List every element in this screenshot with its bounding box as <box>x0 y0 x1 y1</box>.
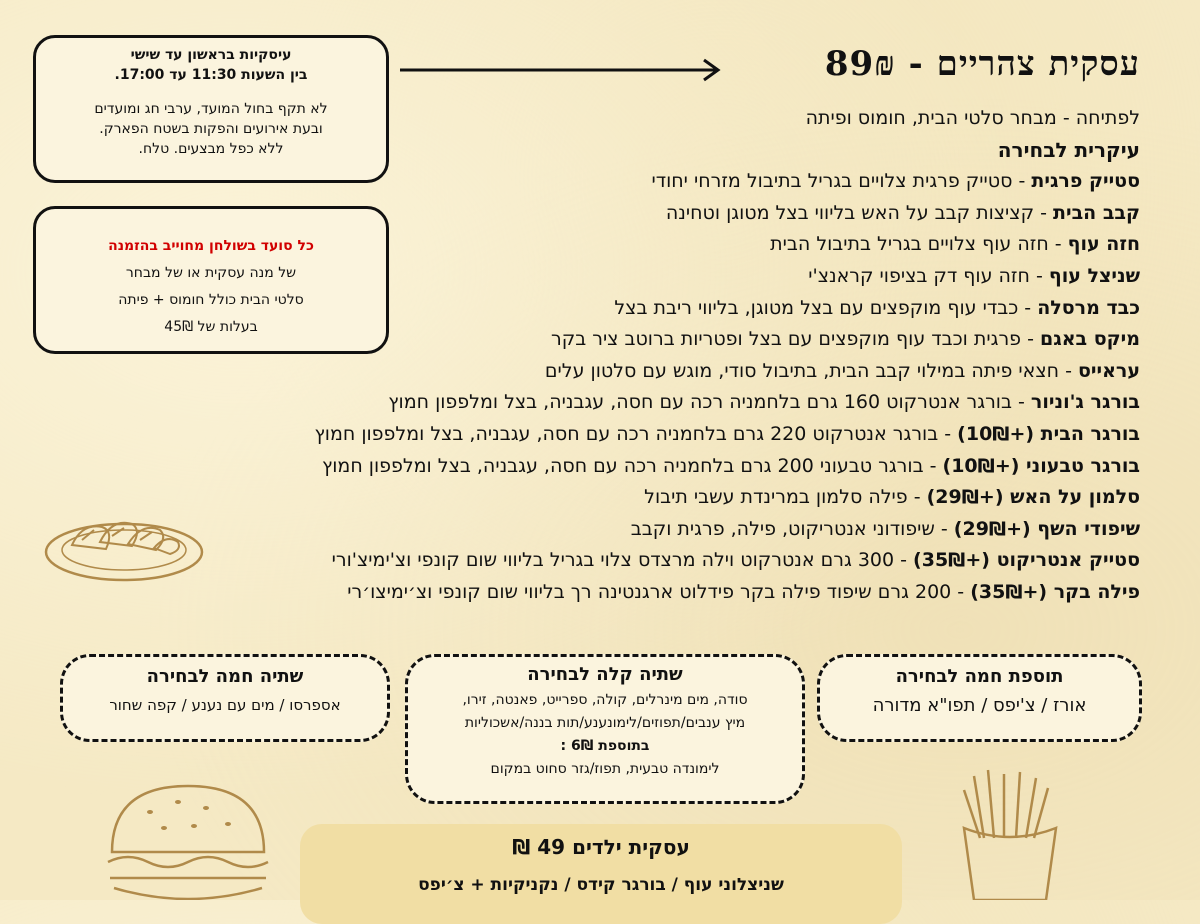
menu-item <box>140 577 1140 609</box>
menu-item-desc: - 200 גרם שיפוד פילה בקר פידלוט ארגנטינה רך בליווי שום קונפי וצ׳ימיצו׳רי <box>347 580 971 603</box>
menu-item-name: בורגר הבית (+10₪) <box>957 422 1140 445</box>
menu-item-name: חזה עוף <box>1067 233 1140 256</box>
menu-item <box>140 514 1140 546</box>
menu-opener: לפתיחה - מבחר סלטי הבית, חומוס ופיתה <box>805 107 1140 129</box>
menu-item-name: בורגר טבעוני (+10₪) <box>942 454 1140 477</box>
menu-item-desc: - שיפודוני אנטריקוט, פילה, פרגית וקבב <box>630 517 954 540</box>
kids-deal-options: שניצלוני עוף / בורגר קידס / נקניקיות + צ׳יפס <box>418 875 784 895</box>
menu-item-name: סלמון על האש (+29₪) <box>926 486 1140 509</box>
side-dish-title: תוספת חמה לבחירה <box>895 666 1064 687</box>
cold-drink-options: מיץ ענבים/תפוזים/לימונענע/תות בננה/אשכוליות <box>464 715 746 731</box>
kids-deal-title: עסקית ילדים 49 ₪ <box>512 835 690 859</box>
side-dish-box <box>817 654 1142 742</box>
notice-text: של מנה עסקית או של מבחר <box>125 265 297 281</box>
notice-box <box>33 206 389 354</box>
fries-illustration-icon <box>950 768 1070 900</box>
menu-item-desc: - קציצות קבב על האש בליווי בצל מטוגן וטחינה <box>665 201 1053 224</box>
info-days: עיסקיות בראשון עד שישי <box>130 47 292 63</box>
menu-item-desc: - סטייק פרגית צלויים בגריל בתיבול מזרחי יחודי <box>651 170 1032 193</box>
notice-text: סלטי הבית כולל חומוס + פיתה <box>118 292 304 308</box>
menu-item-desc: - 300 גרם אנטרקוט וילה מרצדס צלוי בגריל בליווי שום קונפי וצ'ימיצ'ורי <box>331 549 914 572</box>
mains-header: עיקרית לבחירה <box>997 137 1140 162</box>
menu-item-desc: - בורגר אנטרקוט 220 גרם בלחמניה רכה עם חסה, עגבניה, בצל ומלפפון חמוץ <box>314 422 958 445</box>
info-note: ללא כפל מבצעים. טלח. <box>138 141 284 157</box>
menu-item-name: כבד מרסלה <box>1037 296 1140 319</box>
menu-item-name: קבב הבית <box>1053 201 1140 224</box>
menu-item-name: שיפודי השף (+29₪) <box>953 517 1140 540</box>
cold-drink-title: שתיה קלה לבחירה <box>527 664 683 685</box>
menu-item <box>140 419 1140 451</box>
menu-item-name: בורגר ג'וניור <box>1030 391 1140 414</box>
cold-drink-extra-label: בתוספת 6₪ : <box>560 738 650 754</box>
menu-item-name: פילה בקר (+35₪) <box>970 580 1140 603</box>
menu-item-desc: - בורגר טבעוני 200 גרם בלחמניה רכה עם חסה, עגבניה, בצל ומלפפון חמוץ <box>321 454 943 477</box>
menu-item <box>140 482 1140 514</box>
plate-illustration-icon <box>42 500 207 590</box>
hot-drink-box <box>60 654 390 742</box>
menu-item <box>140 451 1140 483</box>
page-title: עסקית צהריים - 89₪ <box>824 44 1140 84</box>
info-box <box>33 35 389 183</box>
info-note: ובעת אירועים והפקות בשטח הפארק. <box>99 121 323 137</box>
cold-drink-box <box>405 654 805 804</box>
menu-item-name: סטייק אנטריקוט (+35₪) <box>913 549 1140 572</box>
side-dish-options: אורז / צ'יפס / תפו"א מדורה <box>872 695 1087 716</box>
menu-item-desc: - חזה עוף דק בציפוי קראנצ'י <box>808 264 1049 287</box>
menu-item-name: שניצל עוף <box>1048 264 1140 287</box>
menu-item-desc: - כבדי עוף מוקפצים עם בצל מטוגן, בליווי ריבת בצל <box>614 296 1038 319</box>
hot-drink-title: שתיה חמה לבחירה <box>146 666 304 687</box>
menu-item-name: מיקס באגם <box>1039 328 1140 351</box>
menu-item-desc: - פילה סלמון במרינדת עשבי תיבול <box>644 486 927 509</box>
burger-illustration-icon <box>100 782 275 900</box>
hot-drink-options: אספרסו / מים עם נענע / קפה שחור <box>109 696 341 714</box>
notice-text: בעלות של 45₪ <box>164 319 258 335</box>
menu-item-name: עראייס <box>1077 359 1140 382</box>
menu-item-desc: - חצאי פיתה במילוי קבב הבית, בתיבול סודי, מוגש עם סלטון עלים <box>544 359 1078 382</box>
menu-item-desc: - בורגר אנטרקוט 160 גרם בלחמניה רכה עם חסה, עגבניה, בצל ומלפפון חמוץ <box>388 391 1031 414</box>
menu-item <box>140 387 1140 419</box>
menu-item <box>140 545 1140 577</box>
menu-item-desc: - פרגית וכבד עוף מוקפצים עם בצל ופטריות ברוטב ציר בקר <box>550 328 1040 351</box>
info-note: לא תקף בחול המועד, ערבי חג ומועדים <box>94 101 328 117</box>
cold-drink-extra-options: לימונדה טבעית, תפוז/גזר סחוט במקום <box>490 761 720 777</box>
menu-item-desc: - חזה עוף צלויים בגריל בתיבול הבית <box>770 233 1068 256</box>
notice-headline: כל סועד בשולחן מחוייב בהזמנה <box>108 238 314 254</box>
menu-item-name: סטייק פרגית <box>1031 170 1140 193</box>
cold-drink-options: סודה, מים מינרלים, קולה, ספרייט, פאנטה, זירו, <box>462 692 748 708</box>
arrow-right-icon <box>398 58 723 82</box>
info-hours: בין השעות 11:30 עד 17:00. <box>114 67 308 83</box>
menu-item <box>140 356 1140 388</box>
kids-deal-panel <box>300 824 902 924</box>
